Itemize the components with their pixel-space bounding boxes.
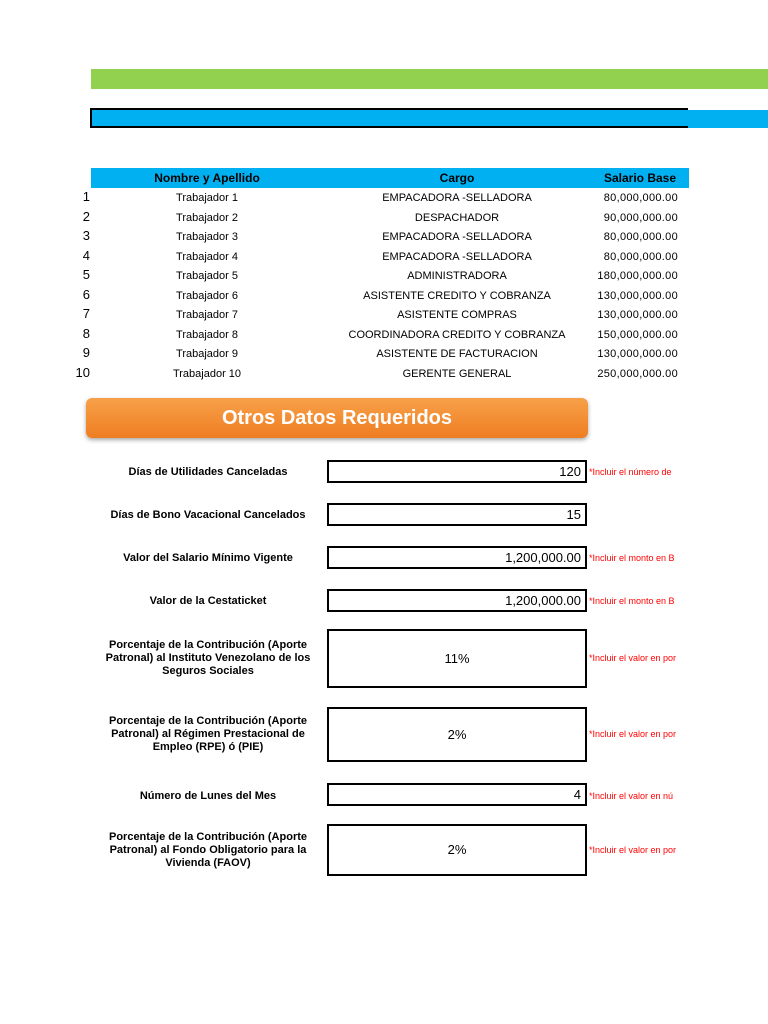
worker-salary: 250,000,000.00 [597, 367, 678, 380]
lunes-input[interactable]: 4 [327, 783, 587, 806]
field-label-lunes: Número de Lunes del Mes [139, 790, 277, 802]
table-header [91, 168, 689, 188]
worker-salary: 80,000,000.00 [603, 250, 678, 263]
worker-name: Trabajador 9 [176, 348, 238, 360]
worker-salary: 180,000,000.00 [597, 270, 678, 282]
salario-minimo-input[interactable]: 1,200,000.00 [327, 546, 587, 569]
row-number: 1 [82, 189, 90, 204]
worker-cargo: EMPACADORA -SELLADORA [382, 250, 532, 263]
field-label-salario-minimo: Valor del Salario Mínimo Vigente [123, 552, 293, 564]
field-label-ivss: Porcentaje de la Contribución (Aporte Patronal) al Instituto Venezolano de los Seguros Sociales [105, 639, 311, 677]
row-number: 6 [82, 286, 90, 302]
row-number: 8 [82, 325, 90, 341]
worker-salary: 130,000,000.00 [597, 289, 678, 302]
table-row[interactable] [0, 364, 768, 384]
worker-salary: 150,000,000.00 [597, 328, 678, 341]
header-blue-bar-extension [688, 110, 768, 128]
field-label-bono-vacacional: Días de Bono Vacacional Cancelados [110, 509, 306, 521]
worker-name: Trabajador 10 [172, 367, 242, 380]
rpe-input[interactable]: 2% [327, 707, 587, 762]
field-label-rpe: Porcentaje de la Contribución (Aporte Patronal) al Régimen Prestacional de Empleo (RPE) ó (PIE) [108, 715, 308, 753]
ivss-input[interactable]: 11% [327, 629, 587, 688]
worker-salary: 130,000,000.00 [597, 309, 678, 321]
worker-name: Trabajador 5 [176, 270, 238, 282]
row-number: 7 [82, 306, 90, 321]
worker-cargo: COORDINADORA CREDITO Y COBRANZA [348, 328, 566, 341]
table-row[interactable] [0, 344, 768, 364]
row-number: 3 [82, 228, 90, 243]
utilidades-input[interactable]: 120 [327, 460, 587, 483]
field-label-faov: Porcentaje de la Contribución (Aporte Patronal) al Fondo Obligatorio para la Vivienda (FAOV) [108, 831, 308, 869]
worker-name: Trabajador 3 [176, 231, 238, 243]
worker-cargo: EMPACADORA -SELLADORA [382, 231, 532, 243]
worker-cargo: ASISTENTE DE FACTURACION [376, 348, 538, 360]
table-row[interactable] [0, 305, 768, 325]
row-number: 5 [82, 267, 90, 282]
header-cargo: Cargo [439, 171, 475, 185]
row-number: 9 [82, 345, 90, 360]
worker-salary: 80,000,000.00 [603, 192, 678, 204]
worker-table [0, 188, 768, 383]
worker-name: Trabajador 4 [176, 250, 238, 263]
header-nombre: Nombre y Apellido [154, 171, 260, 185]
field-label-cestaticket: Valor de la Cestaticket [149, 595, 267, 607]
note-cestaticket: *Incluir el monto en B [589, 596, 675, 606]
worker-cargo: GERENTE GENERAL [402, 367, 512, 380]
worker-name: Trabajador 1 [176, 192, 238, 204]
table-row[interactable] [0, 247, 768, 267]
header-salario: Salario Base [603, 171, 677, 185]
note-utilidades: *Incluir el número de [589, 467, 672, 477]
note-faov: *Incluir el valor en por [589, 845, 677, 855]
worker-salary: 90,000,000.00 [603, 211, 678, 224]
worker-cargo: ASISTENTE CREDITO Y COBRANZA [363, 289, 551, 302]
bono-vacacional-input[interactable]: 15 [327, 503, 587, 526]
worker-name: Trabajador 7 [176, 309, 238, 321]
table-row[interactable] [0, 266, 768, 286]
otros-datos-button[interactable]: Otros Datos Requeridos [86, 398, 588, 438]
row-number: 2 [82, 208, 90, 224]
worker-name: Trabajador 8 [176, 328, 238, 341]
table-row[interactable] [0, 208, 768, 228]
worker-cargo: EMPACADORA -SELLADORA [382, 192, 532, 204]
note-ivss: *Incluir el valor en por [589, 653, 677, 663]
header-green-bar [91, 69, 768, 89]
row-number: 10 [75, 364, 90, 380]
worker-cargo: DESPACHADOR [414, 211, 500, 224]
worker-cargo: ADMINISTRADORA [407, 270, 507, 282]
faov-input[interactable]: 2% [327, 824, 587, 876]
worker-cargo: ASISTENTE COMPRAS [397, 309, 517, 321]
header-blue-bar [90, 108, 688, 128]
worker-name: Trabajador 2 [176, 211, 238, 224]
worker-salary: 130,000,000.00 [597, 348, 678, 360]
note-rpe: *Incluir el valor en por [589, 729, 677, 739]
table-row[interactable] [0, 227, 768, 247]
table-row[interactable] [0, 188, 768, 208]
table-row[interactable] [0, 286, 768, 306]
table-row[interactable] [0, 325, 768, 345]
note-salario-minimo: *Incluir el monto en B [589, 553, 675, 563]
worker-name: Trabajador 6 [176, 289, 238, 302]
row-number: 4 [82, 247, 90, 263]
note-lunes: *Incluir el valor en nú [589, 791, 674, 801]
worker-salary: 80,000,000.00 [603, 231, 678, 243]
cestaticket-input[interactable]: 1,200,000.00 [327, 589, 587, 612]
field-label-utilidades: Días de Utilidades Canceladas [128, 466, 288, 478]
